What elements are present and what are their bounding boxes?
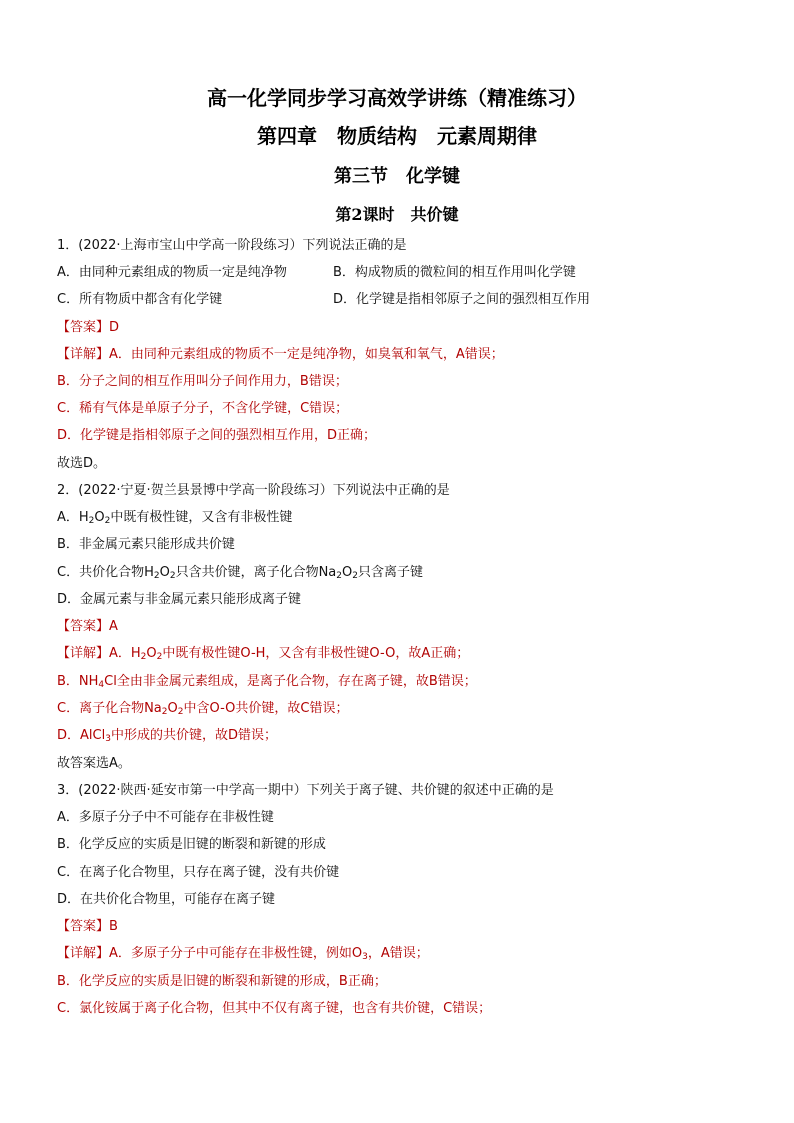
q2-stem: 2．(2022·宁夏·贺兰县景博中学高一阶段练习）下列说法中正确的是 [57, 483, 450, 498]
q2-detail-b: B．$NH_4Cl$全由非金属元素组成，是离子化合物，存在离子键，故B错误； [57, 674, 477, 690]
q2-detail-a: 【详解】A．$H_2O_2$中既有极性键O-H，又含有非极性键O-O，故A正确； [57, 646, 470, 662]
q2-option-c: C．共价化合物$H_2O_2$只含共价键，离子化合物$Na_2O_2$只含离子键 [57, 565, 423, 581]
q2-detail-d: D．AlCl$_3$中形成的共价键，故D错误； [57, 728, 277, 744]
q3-detail-c: C．氯化铵属于离子化合物，但其中不仅有离子键，也含有共价键，C错误； [57, 1001, 492, 1016]
q1-option-b: B．构成物质的微粒间的相互作用叫化学键 [333, 265, 576, 280]
q1-conclusion: 故选D。 [57, 456, 107, 471]
q1-detail-c: C．稀有气体是单原子分子，不含化学键，C错误； [57, 401, 349, 416]
q1-detail-d: D．化学键是指相邻原子之间的强烈相互作用，D正确； [57, 428, 377, 443]
q3-option-b: B．化学反应的实质是旧键的断裂和新键的形成 [57, 837, 326, 852]
q3-option-d: D．在共价化合物里，可能存在离子键 [57, 892, 276, 907]
q1-option-c: C．所有物质中都含有化学键 [57, 292, 223, 307]
q3-stem: 3．(2022·陕西·延安市第一中学高一期中）下列关于离子键、共价键的叙述中正确的是 [57, 783, 554, 798]
q1-stem: 1．(2022·上海市宝山中学高一阶段练习）下列说法正确的是 [57, 238, 407, 253]
q1-detail-b: B．分子之间的相互作用叫分子间作用力，B错误； [57, 374, 348, 389]
q3-option-a: A．多原子分子中不可能存在非极性键 [57, 810, 274, 825]
chapter-title: 第四章 物质结构 元素周期律 [257, 124, 537, 148]
lesson-title: 第2课时 共价键 [335, 205, 459, 224]
q3-answer: 【答案】B [57, 919, 118, 934]
q3-option-c: C．在离子化合物里，只存在离子键，没有共价键 [57, 865, 340, 880]
q3-detail-a: 【详解】A．多原子分子中可能存在非极性键，例如$O_3$，A错误； [57, 946, 429, 962]
q2-answer: 【答案】A [57, 619, 118, 634]
q1-detail-a: 【详解】A．由同种元素组成的物质不一定是纯净物，如臭氧和氧气，A错误； [57, 347, 504, 362]
q2-conclusion: 故答案选A。 [57, 756, 131, 771]
q1-option-a: A．由同种元素组成的物质一定是纯净物 [57, 265, 287, 280]
document-title: 高一化学同步学习高效学讲练（精准练习） [207, 86, 587, 110]
q1-answer: 【答案】D [57, 320, 120, 335]
q2-option-b: B．非金属元素只能形成共价键 [57, 537, 235, 552]
q3-detail-b: B．化学反应的实质是旧键的断裂和新键的形成，B正确； [57, 974, 387, 989]
q2-option-a: A．$H_2O_2$中既有极性键，又含有非极性键 [57, 510, 293, 526]
q2-option-d: D．金属元素与非金属元素只能形成离子键 [57, 592, 302, 607]
q1-option-d: D．化学键是指相邻原子之间的强烈相互作用 [333, 292, 591, 307]
q2-detail-c: C．离子化合物$Na_2O_2$中含O-O共价键，故C错误； [57, 701, 349, 717]
section-title: 第三节 化学键 [334, 166, 460, 187]
